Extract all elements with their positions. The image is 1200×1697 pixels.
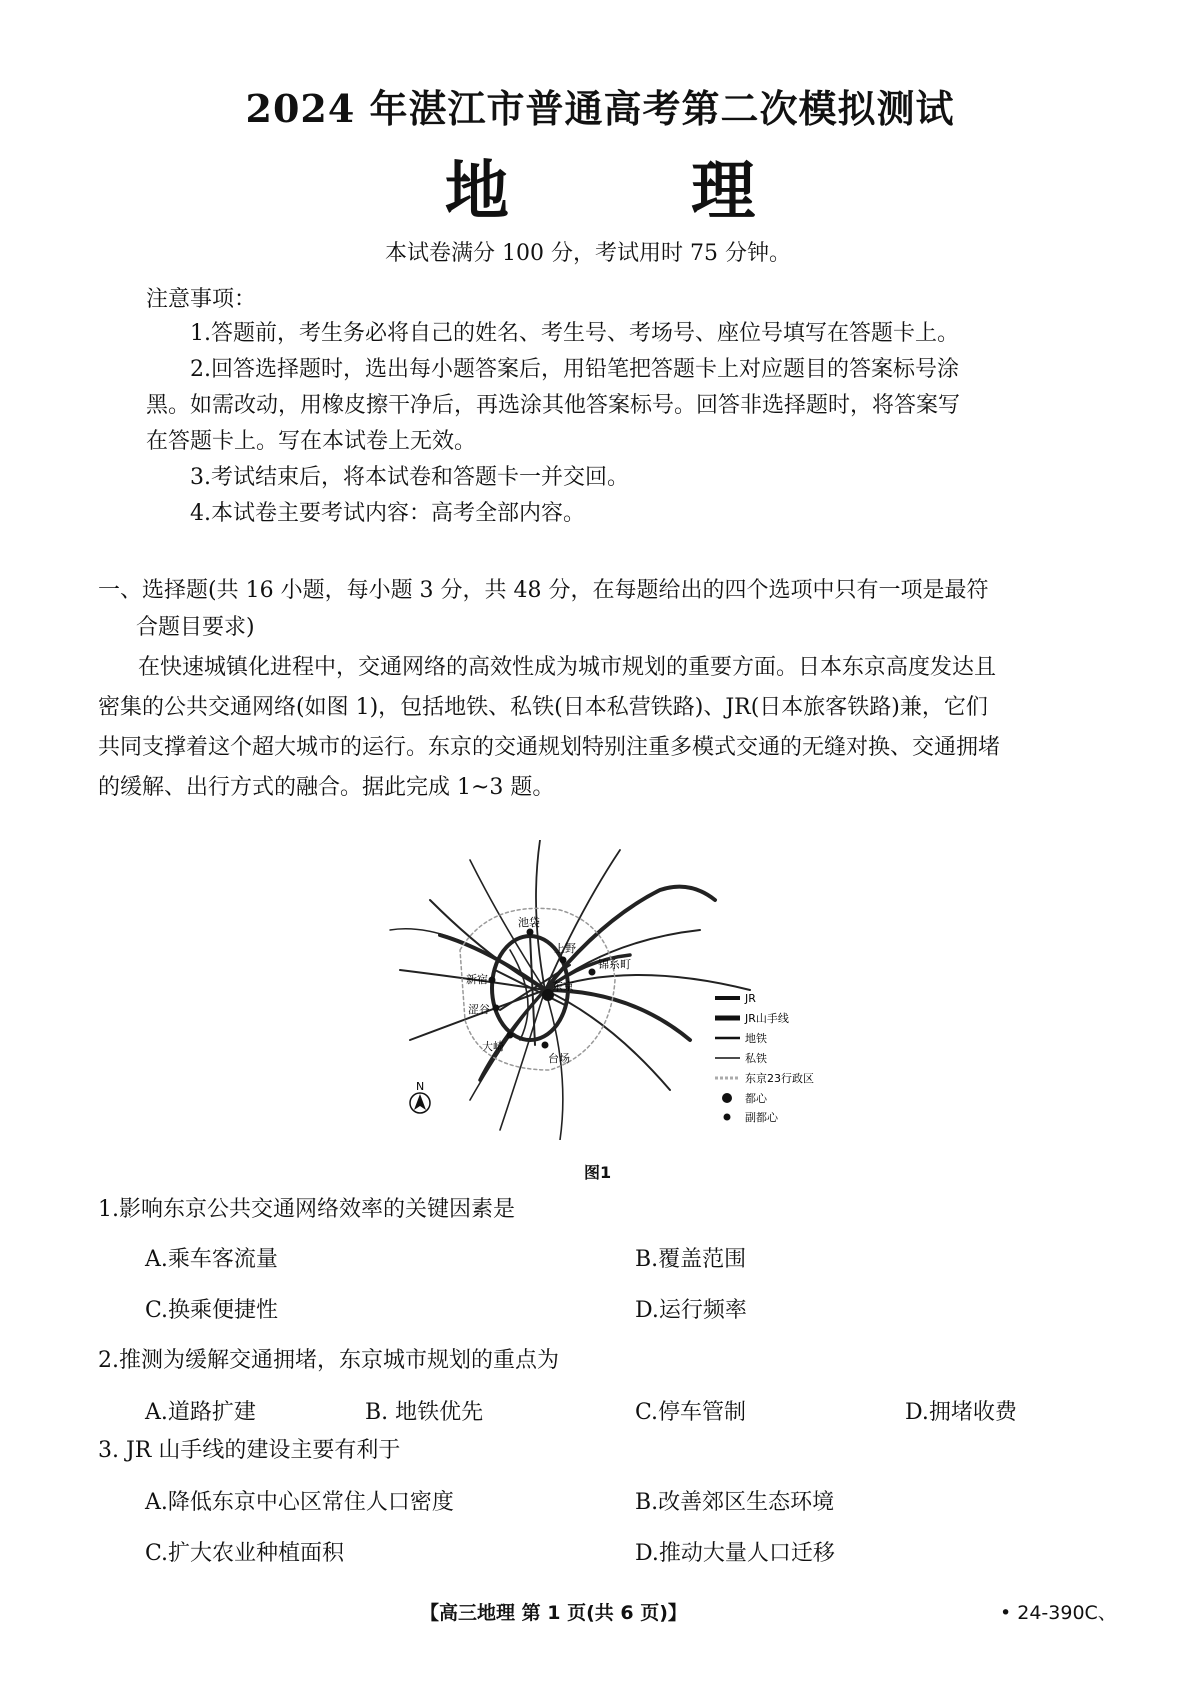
notice-4: 4.本试卷主要考试内容：高考全部内容。 (190, 501, 585, 526)
legend-subway: 地铁 (745, 1032, 767, 1045)
place-ueno: 上野 (554, 942, 576, 955)
legend-jr: JR (745, 992, 756, 1005)
legend-fukutoshin: 副都心 (745, 1111, 778, 1124)
score-time: 本试卷满分 100 分，考试用时 75 分钟。 (385, 241, 791, 266)
place-shibuya: 涩谷 (468, 1003, 490, 1016)
notice-2a: 2.回答选择题时，选出每小题答案后，用铅笔把答题卡上对应题目的答案标号涂 (190, 357, 959, 382)
place-shinjuku: 新宿 (466, 973, 488, 986)
place-osaki: 大崎 (482, 1040, 504, 1053)
notice-1: 1.答题前，考生务必将自己的姓名、考生号、考场号、座位号填写在答题卡上。 (190, 321, 959, 346)
map-legend (715, 992, 814, 1124)
passage-line-4: 的缓解、出行方式的融合。据此完成 1~3 题。 (98, 775, 555, 800)
exam-title: 2024 年湛江市普通高考第二次模拟测试 (245, 86, 955, 131)
notice-2b: 黑。如需改动，用橡皮擦干净后，再选涂其他答案标号。回答非选择题时，将答案写 (146, 393, 961, 418)
paper-code: • 24-390C、 (1000, 1602, 1117, 1624)
tokyo-transit-map (370, 840, 850, 1140)
q1-option-c: C.换乘便捷性 (145, 1298, 279, 1323)
q2-option-c: C.停车管制 (635, 1400, 747, 1425)
q2-stem: 2.推测为缓解交通拥堵，东京城市规划的重点为 (98, 1348, 559, 1373)
legend-toshin: 都心 (745, 1092, 767, 1105)
legend-23-wards: 东京23行政区 (745, 1072, 814, 1085)
q3-option-c: C.扩大农业种植面积 (145, 1541, 345, 1566)
q1-option-a: A.乘车客流量 (145, 1247, 278, 1272)
q3-option-a: A.降低东京中心区常住人口密度 (145, 1490, 454, 1515)
figure-caption: 图1 (584, 1163, 612, 1182)
legend-yamanote: JR山手线 (745, 1012, 789, 1025)
place-kinshicho: 锦糸町 (598, 958, 631, 971)
place-odaiba: 台场 (548, 1052, 570, 1065)
q3-option-d: D.推动大量人口迁移 (635, 1541, 835, 1566)
place-tokyo: 东京 (552, 980, 574, 993)
legend-private-rail: 私铁 (745, 1052, 767, 1065)
subject-title: 地 理 (444, 154, 836, 229)
q1-option-d: D.运行频率 (635, 1298, 747, 1323)
q2-option-a: A.道路扩建 (145, 1400, 256, 1425)
place-ikebukuro: 池袋 (518, 916, 540, 929)
q3-option-b: B.改善郊区生态环境 (635, 1490, 835, 1515)
section-heading-cont: 合题目要求) (136, 615, 255, 640)
notice-title: 注意事项： (146, 287, 257, 312)
notice-2c: 在答题卡上。写在本试卷上无效。 (146, 429, 477, 454)
north-arrow-icon (410, 1080, 430, 1113)
passage-line-1: 在快速城镇化进程中，交通网络的高效性成为城市规划的重要方面。日本东京高度发达且 (138, 655, 997, 680)
q2-option-d: D.拥堵收费 (905, 1400, 1017, 1425)
passage-line-3: 共同支撑着这个超大城市的运行。东京的交通规划特别注重多模式交通的无缝对换、交通拥堵 (98, 735, 1001, 760)
q1-stem: 1.影响东京公共交通网络效率的关键因素是 (98, 1197, 515, 1222)
q1-option-b: B.覆盖范围 (635, 1247, 747, 1272)
q3-stem: 3. JR 山手线的建设主要有利于 (98, 1438, 401, 1463)
notice-3: 3.考试结束后，将本试卷和答题卡一并交回。 (190, 465, 629, 490)
q2-option-b: B. 地铁优先 (365, 1400, 484, 1425)
section-heading: 一、选择题(共 16 小题，每小题 3 分，共 48 分，在每题给出的四个选项中只有一项是最符 (98, 578, 989, 603)
svg-text:N: N (416, 1080, 425, 1093)
passage-line-2: 密集的公共交通网络(如图 1)，包括地铁、私铁(日本私营铁路)、JR(日本旅客铁路)兼，它们 (98, 695, 988, 720)
page-footer: 【高三地理 第 1 页(共 6 页)】 (420, 1602, 687, 1624)
